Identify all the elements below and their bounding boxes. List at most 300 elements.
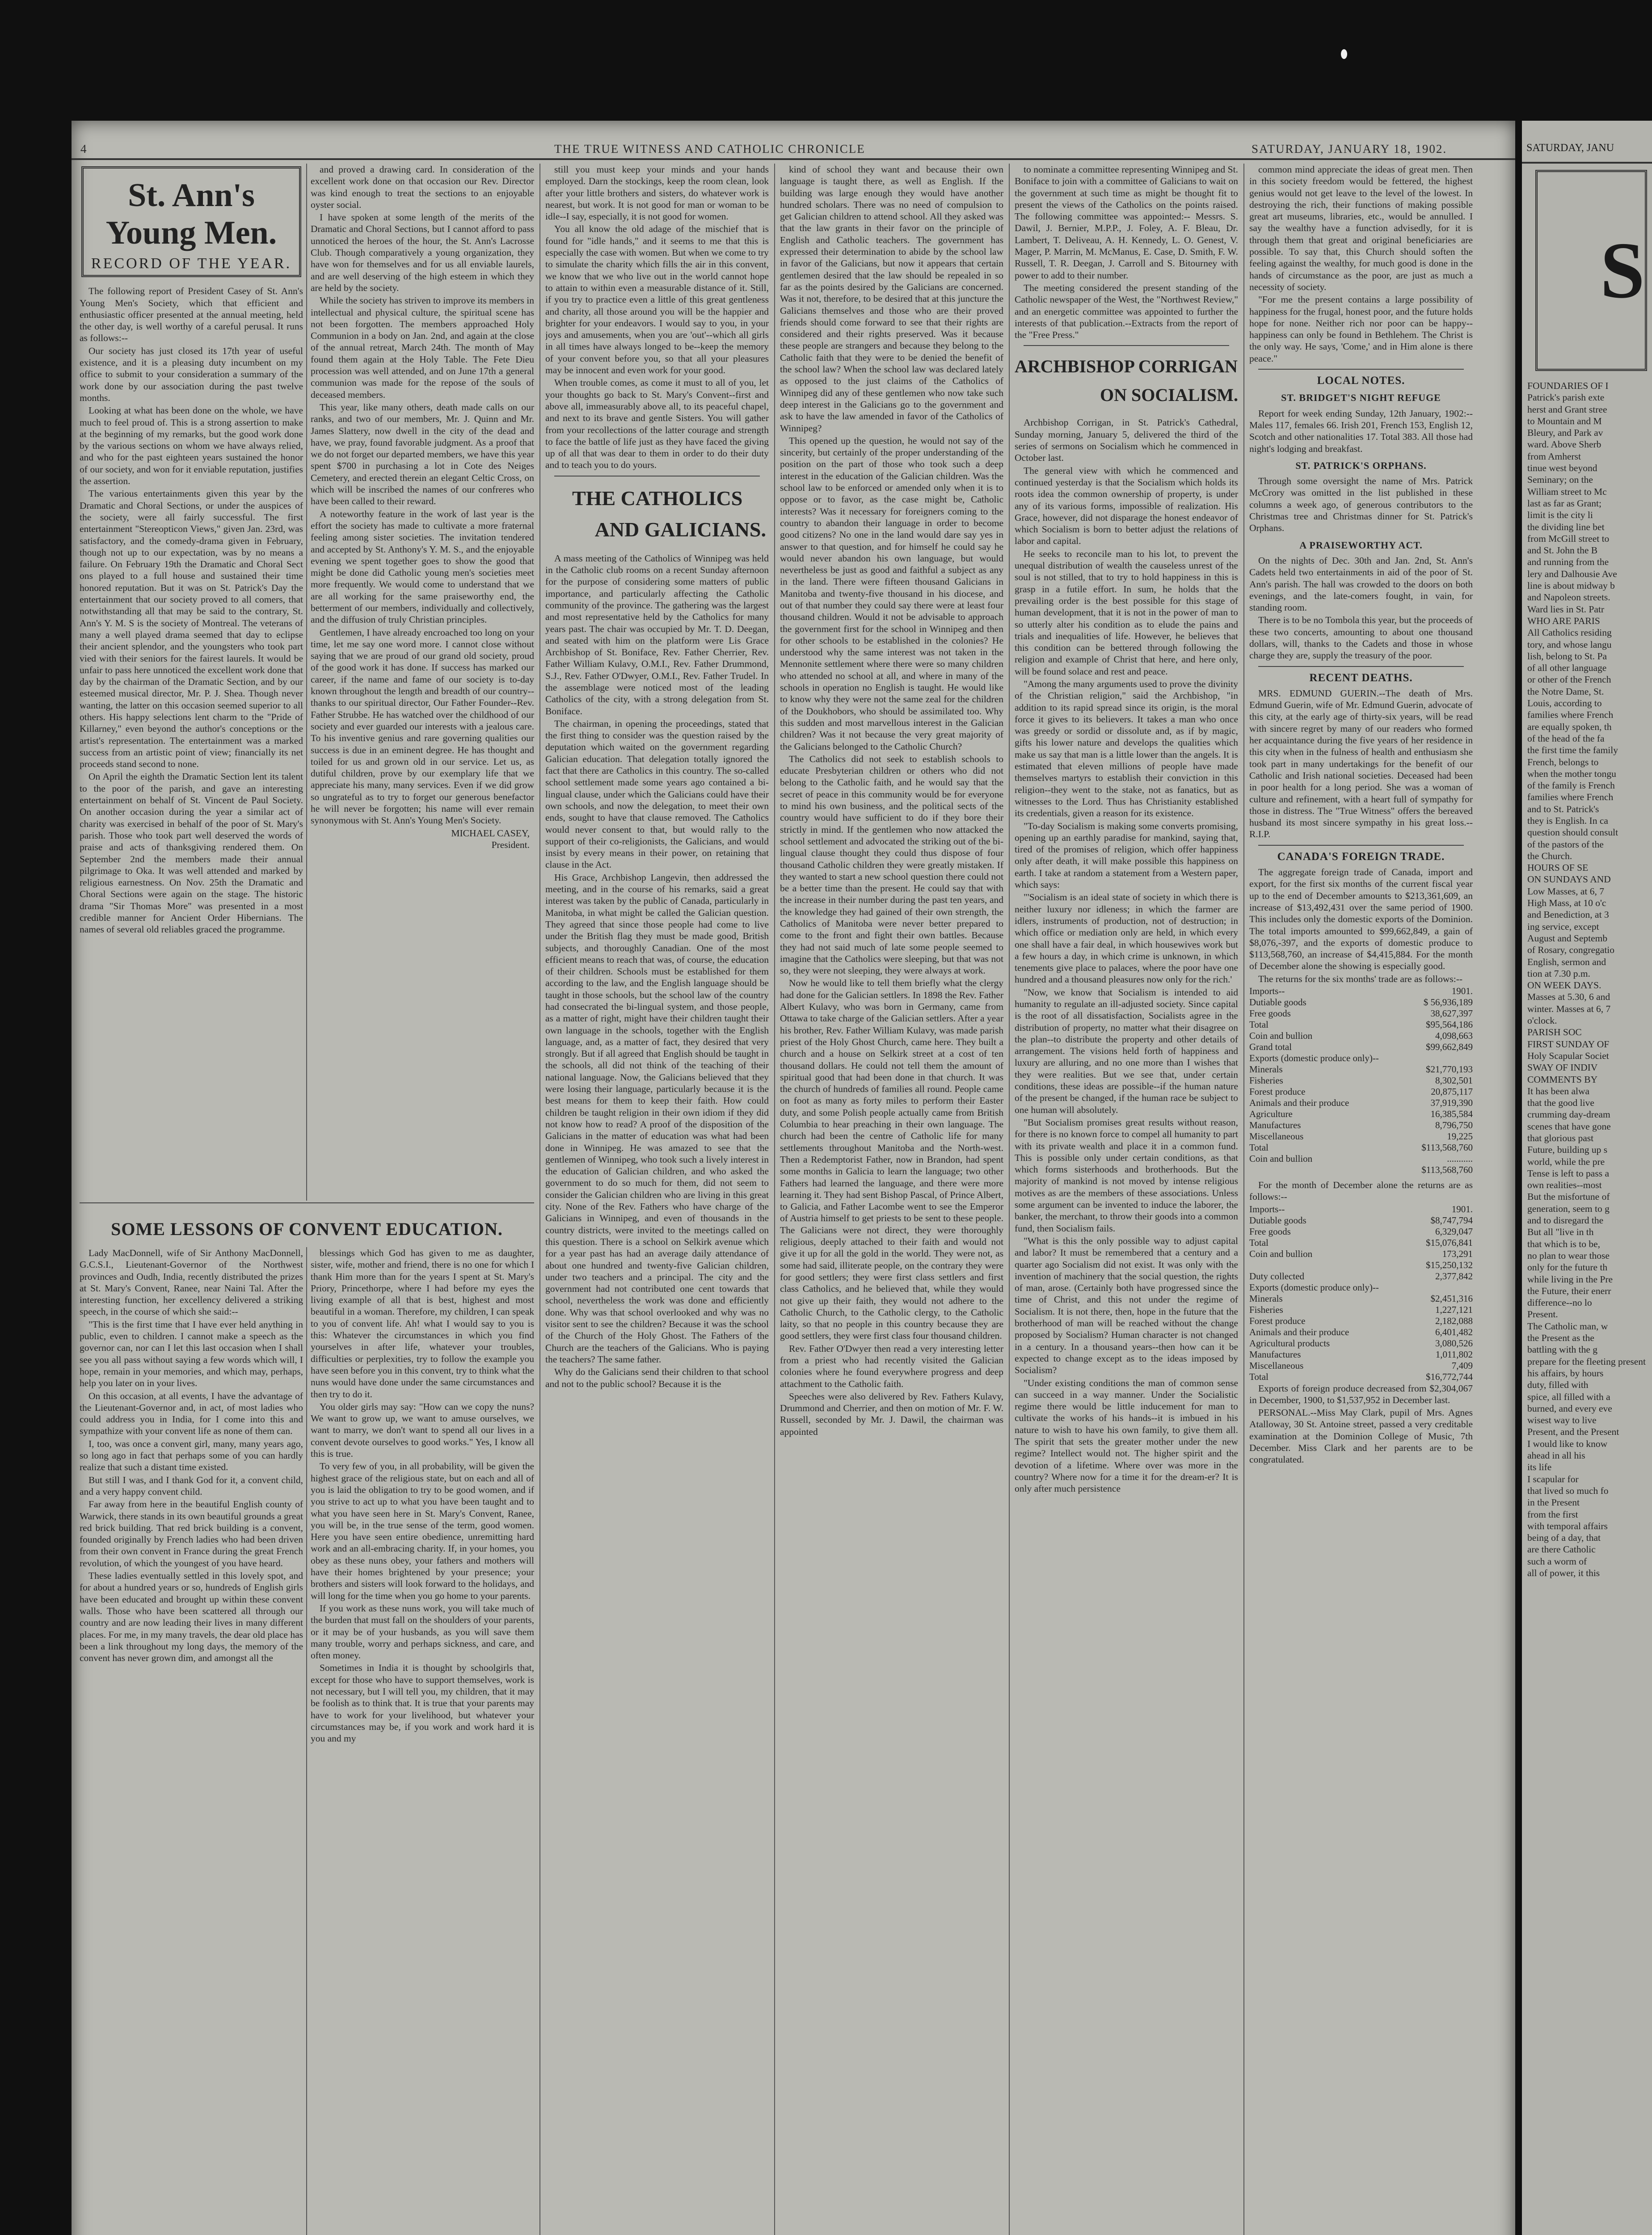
recent-deaths-heading: RECENT DEATHS. bbox=[1309, 671, 1413, 684]
article-paragraph: and proved a drawing card. In consideration of the excellent work done on that occasion our Rev. Director was kind enough to treat the sections to an enjoyable oyster social. bbox=[311, 164, 534, 210]
table-cell: $95,564,186 bbox=[1426, 1019, 1473, 1030]
table-cell: Manufactures bbox=[1249, 1120, 1301, 1130]
next-page-line: High Mass, at 10 o'c bbox=[1527, 898, 1606, 909]
article-paragraph: When trouble comes, as come it must to all of you, let your thoughts go back to St. Mary's Convent--first and above all, immeasurably above all, to its peaceful chapel, and next to its brave and gentle Sisters. You will gather from your recollections of the latter courage and strength to face the battle of life just as they have faced the giving up of all that was dear to them in order to do their duty and to teach you to do yours. bbox=[545, 377, 769, 471]
article-paragraph: Our society has just closed its 17th year of useful existence, and it is a pleasing duty incumbent on my office to submit to your consideration a summary of the work done by our association during the past twelve months. bbox=[80, 345, 303, 403]
table-cell: 1901. bbox=[1451, 1203, 1473, 1214]
table-cell: $16,772,744 bbox=[1426, 1371, 1473, 1382]
section-heading-corrigan bbox=[1015, 352, 1238, 409]
article-paragraph: You all know the old adage of the mischief that is found for "idle hands," and it seems to me that this is especially the case with women. But when we come to try to simulate the charity which fills the air in this convent, we know that we who live out in the world cannot hope to attain to within even a measurable distance of it. Still, if you try to practice even a little of this great gentleness and charity, all those around you will be the happier and brighter for your endeavors. I would say to you, in your joys and amusements, when you are 'out'--which all girls in all times have always longed to be--keep the memory of your convent before you, so that all your pleasures may be innocent and even work for your good. bbox=[545, 224, 769, 376]
table-cell: $8,747,794 bbox=[1430, 1214, 1473, 1226]
next-page-line: when the mother tongu bbox=[1527, 768, 1616, 779]
article-paragraph: Lady MacDonnell, wife of Sir Anthony MacDonnell, G.C.S.I., Lieutenant-Governor of the Northwest provinces and Oudh, India, recently distributed the prizes at St. Mary's Convent, Ranee, near Naini Tal. After the interesting function, her excellency delivered a striking speech, in the course of which she said:-- bbox=[80, 1248, 303, 1317]
next-page-line: from Amherst bbox=[1527, 451, 1581, 462]
next-page-line: crumming day-dream bbox=[1527, 1109, 1610, 1120]
next-page-line: August and Septemb bbox=[1527, 932, 1608, 944]
table-row bbox=[1249, 1097, 1473, 1109]
column-3 bbox=[545, 164, 769, 2235]
table-row bbox=[1249, 1360, 1473, 1371]
next-page-line: the dividing line bet bbox=[1527, 521, 1605, 532]
next-page-line: or other of the French bbox=[1527, 674, 1611, 685]
next-page-line: that glorious past bbox=[1527, 1133, 1594, 1143]
article-paragraph: These ladies eventually settled in this lovely spot, and for about a hundred years or so, hundreds of English girls have been educated and brought up within these convent walls. Those who have been scattered all through our country and are now leading their lives in many different places. For me, in my many travels, the dear old place has been a link throughout my long days, the memory of the convent has never grown dim, and amongst all the bbox=[80, 1570, 303, 1664]
table-cell: 7,409 bbox=[1451, 1360, 1473, 1371]
header-rule bbox=[1522, 162, 1652, 164]
next-page-line: I would like to know bbox=[1527, 1438, 1608, 1449]
table-row bbox=[1249, 1008, 1473, 1019]
next-page-header: SATURDAY, JANU bbox=[1526, 142, 1614, 154]
table-row bbox=[1249, 1248, 1473, 1260]
next-page-line: to Mountain and M bbox=[1527, 415, 1602, 426]
next-page-line: such a worm of bbox=[1527, 1556, 1587, 1567]
signature-title: President. bbox=[491, 839, 530, 850]
table-cell: ........... bbox=[1447, 1153, 1473, 1164]
article-paragraph: The chairman, in opening the proceedings, stated that the first thing to consider was the question raised by the deputation which waited on the government regarding Galician education. That delegation totally ignored the fact that there are Catholics in this country. The so-called school settlement made some years ago contained a bi-lingual clause, under which the Galicians could have their own schools, and now the delegation, to meet their own ends, sought to have that clause removed. The Catholics would never consent to that, but would rally to the support of their co-religionists, the Galicians, and would insist by every means in their power, on retaining that clause in the Act. bbox=[545, 718, 769, 870]
table-cell: Free goods bbox=[1249, 1008, 1291, 1019]
table-cell: Grand total bbox=[1249, 1042, 1292, 1052]
article-paragraph: to nominate a committee representing Winnipeg and St. Boniface to join with a committee of Galicians to wait on the government at such time as might be thought fit to present the views of the Catholics on the points raised. The following committee was appointed:-- Messrs. S. Dawil, J. Bernier, M.P.P., J. Foley, A. F. Bleau, Dr. Lambert, T. Deliveau, A. H. Kennedy, L. O. Genest, V. Mager, P. Marrin, M. McManus, E. Case, D. Smith, F. W. Russell, T. R. Deegan, J. Carroll and S. Bitourney with power to add to their number. bbox=[1015, 164, 1238, 281]
orphans-note: Through some oversight the name of Mrs. Patrick McCrory was omitted in the list published in these columns a week ago, of generous contributors to the Christmas tree and Christmas dinner for St. Patrick's Orphans. bbox=[1249, 476, 1473, 534]
article-paragraph: Sometimes in India it is thought by schoolgirls that, except for those who have to support themselves, work is not necessary, but I will tell you, my children, that it may be foolish as to think that. It is true that your parents may have to work for your livelihood, but whatever your circumstances may be, if you work and work hard it is you and my bbox=[311, 1662, 534, 1744]
article-paragraph: Now he would like to tell them briefly what the clergy had done for the Galician settlers. In 1898 the Rev. Father Albert Kulavy, who was born in Germany, came from Ottawa to take charge of the Galician settlers. After a year his brother, Rev. Father William Kulavy, was made parish priest of the Holy Ghost Church, came here. They built a church and a house on Selkirk street at a cost of ten thousand dollars. He could not tell them the amount of spiritual good that had been done in that church. It was the church of hundreds of families all round. People came on foot as many as forty miles to perform their Easter duty, and some Polish people actually came from British Columbia to hear preaching in their own language. The church had been the centre of Catholic life for many settlements throughout Manitoba and the North-west. Then a Redemptorist Father, now in Brandon, had spent some months in Galicia to learn the language; two other Fathers had learned the language, and there were more learning it. They had sent Bishop Pascal, of Prince Albert, to Galicia, and Father Lacombe went to see the Emperor of Austria himself to get priests to be sent to these people. The Galicians were not direct, they were thoroughly religious, deeply attached to their faith and would not give it up for all the gold in the world. They were not, as some had said, illiterate people, on the contrary they were for good settlers; they were first class settlers and first class Catholics, and he believed that, while they would not give up their faith, they would not adhere to the Catholic Church, to the Catholic clergy, to the Catholic laity, so that no people in this country because they are good settlers, they were first class four thousand children. bbox=[780, 978, 1003, 1341]
next-page-line: generation, seem to g bbox=[1527, 1203, 1610, 1214]
table-cell: 1901. bbox=[1451, 986, 1473, 996]
next-page-line: families where French bbox=[1527, 709, 1614, 721]
table-row bbox=[1249, 1164, 1473, 1176]
next-page-line: tory, and whose langu bbox=[1527, 639, 1612, 650]
next-page-line: ON SUNDAYS AND bbox=[1527, 874, 1611, 885]
section-divider bbox=[1258, 666, 1464, 667]
article-paragraph: "Among the many arguments used to prove the divinity of the Christian religion," said the Archbishop, "in addition to its rapid spread since its origin, is the moral force it gives to its believers. It takes a man who once was greedy or sordid or dissolute and, as if by magic, gifts his lower nature and develops the qualities which make us say that man is a little lower than the angels. It is estimated that eleven millions of people have made themselves martyrs to establish their conviction in this religion--they went to the stake, not as fanatics, but as witnesses to the Lord. Thus has Christianity established its credentials, given a reason for its existence. bbox=[1015, 678, 1238, 819]
table-row bbox=[1249, 1316, 1473, 1327]
article-paragraph: This year, like many others, death made calls on our ranks, and two of our members, Mr. J. Quinn and Mr. James Slattery, now dwell in the city of the dead and have, we pray, found favorable judgment. As a proof that we do not forget our departed members, we have this year spent $700 in purchasing a lot in Cote des Neiges Cemetery, and erected therein an elegant Celtic Cross, on which will be inscribed the names of our confreres who have been called to their reward. bbox=[311, 401, 534, 507]
returns-intro: The returns for the six months' trade are as follows:-- bbox=[1258, 973, 1463, 984]
next-page-line: scenes that have gone bbox=[1527, 1121, 1611, 1132]
next-page-line: ON WEEK DAYS. bbox=[1527, 980, 1601, 991]
next-page-line: I scapular for bbox=[1527, 1473, 1579, 1484]
table-cell: 8,796,750 bbox=[1435, 1120, 1473, 1130]
table-cell: Minerals bbox=[1249, 1293, 1283, 1304]
next-page-line: while living in the Pre bbox=[1527, 1274, 1613, 1285]
night-refuge-report: Report for week ending Sunday, 12th January, 1902:--Males 117, females 66. Irish 201, French 153, English 12, Scotch and other nationalities 17. Total 383. All those had night's lodging and breakfast. bbox=[1249, 408, 1473, 454]
next-page-line: all of power, it this bbox=[1527, 1567, 1600, 1578]
table-row bbox=[1249, 1327, 1473, 1338]
table-cell: Animals and their produce bbox=[1249, 1326, 1349, 1337]
next-page-line: and to disregard the bbox=[1527, 1215, 1604, 1226]
section-divider bbox=[1258, 369, 1464, 370]
newspaper-page bbox=[72, 121, 1515, 2235]
next-page-line: the Present as the bbox=[1527, 1333, 1594, 1344]
next-page-line: from the first bbox=[1527, 1509, 1578, 1520]
article-paragraph: I, too, was once a convent girl, many, many years ago, so long ago in fact that perhaps some of you can hardly realize that such a distant time existed. bbox=[80, 1438, 303, 1473]
article-paragraph: You older girls may say: "How can we copy the nuns? We want to grow up, we want to amuse ourselves, we want to marry, we don't want to spend all our lives in a convent devote ourselves to good works." Yes, I know all this is true. bbox=[311, 1401, 534, 1459]
article-paragraph: On this occasion, at all events, I have the advantage of the Lieutenant-Governor and, in act, of most ladies who could address you in India, for I come into this and sympathize with your convent life as none of them can. bbox=[80, 1390, 303, 1437]
next-page-line: the first time the family bbox=[1527, 745, 1618, 756]
next-page-line: of the head of the fa bbox=[1527, 733, 1605, 744]
next-page-line: difference--no lo bbox=[1527, 1297, 1592, 1308]
next-page-box-heading: S bbox=[1535, 170, 1647, 371]
issue-date: SATURDAY, JANUARY 18, 1902. bbox=[1252, 142, 1447, 156]
next-page-line: tion at 7.30 p.m. bbox=[1527, 968, 1590, 979]
next-page-line: But all "live in th bbox=[1527, 1227, 1594, 1238]
closing-note: Exports of foreign produce decreased from $2,304,067 in December, 1900, to $1,537,952 in December last. bbox=[1249, 1383, 1473, 1405]
table-row bbox=[1249, 1109, 1473, 1120]
next-page-line: its life bbox=[1527, 1462, 1552, 1473]
article-paragraph: He seeks to reconcile man to his lot, to prevent the unequal distribution of wealth the causeless unrest of the soul is not stilled, that to try to hold happiness in this is grasp in a futile effort. In sum, he holds that the prevailing order is the best possible for this stage of human development, that it is not in the power of man to so utterly alter his condition as to elude the pains and trials and inequalities of life. However, he believes that this condition can be bettered through following the religion and example of Christ that here, and here only, will be found solace and rest and peace. bbox=[1015, 548, 1238, 677]
table-row bbox=[1249, 1019, 1473, 1030]
article-paragraph: Rev. Father O'Dwyer then read a very interesting letter from a priest who had recently visited the Galician colonies where he found everywhere progress and deep attachment to the Catholic faith. bbox=[780, 1343, 1003, 1389]
next-page-line: ahead in all his bbox=[1527, 1450, 1585, 1461]
next-page-line: only for the future th bbox=[1527, 1262, 1608, 1273]
personal-note: PERSONAL.--Miss May Clark, pupil of Mrs. Agnes Atalloway, 30 St. Antoine street, passed a very creditable examination at the Dominion College of Music, 7th December. Miss Clark and her parents are to be congratulated. bbox=[1249, 1407, 1473, 1465]
table-cell: Forest produce bbox=[1249, 1315, 1306, 1326]
table-cell: Fisheries bbox=[1249, 1304, 1283, 1315]
table-row bbox=[1249, 1226, 1473, 1237]
table-cell: Total bbox=[1249, 1142, 1268, 1153]
article-paragraph: The Catholics did not seek to establish schools to educate Presbyterian children or others who did not belong to the Catholic faith, and he would say that the secret of peace in this community would be for everyone to mind his own business, and the political sects of the country would have sufficient to do if they bore their strictly in mind. If the gentlemen who now attacked the school settlement and advocated the striking out of the bi-lingual clause thought they could thus dispose of four thousand Catholic children they were greatly mistaken. If they wanted to start a new school question there could not be a better time than the present. He could say that with the increase in their number during the past ten years, and the knowledge they had gained of their own strength, the Catholics of Manitoba were never better prepared to come to the front and fight their own battles. Because they had not said much of late some people seemed to imagine that the Catholics were sleeping, but that was not so, they were not sleeping, they were always at work. bbox=[780, 753, 1003, 976]
next-page-line: and to St. Patrick's bbox=[1527, 803, 1599, 814]
article-paragraph: A noteworthy feature in the work of last year is the effort the society has made to cultivate a more fraternal feeling among sister societies. The invitation tendered and accepted by St. Anthony's Y. M. S., and the enjoyable evening we spent together goes to show the good that might be done did Catholic young men's societies meet more frequently. We would come to understand that we are all working for the same praiseworthy end, the betterment of our members, individually and collectively, and the diffusion of truly Christian principles. bbox=[311, 508, 534, 625]
table-cell: Forest produce bbox=[1249, 1086, 1306, 1097]
article-paragraph: common mind appreciate the ideas of great men. Then in this society freedom would be fettered, the highest genius would not get leave to the level of the lowest. In destroying the rich, their functions of making possible great art museums, libraries, etc., would be annulled. I say the wealthy have a function advisedly, for it is through them that great and original beneficiaries are possible. To say that, this Church should soften the feeling against the wealthy, for much good is done in the hands of circumstance as the poor, are just as much a necessity of society. bbox=[1249, 164, 1473, 292]
next-page-line: spice, all filled with a bbox=[1527, 1391, 1610, 1402]
table-cell: Coin and bullion bbox=[1249, 1153, 1313, 1164]
table-cell: 2,377,842 bbox=[1435, 1270, 1473, 1282]
table-cell: 6,401,482 bbox=[1435, 1326, 1473, 1337]
table-cell: Animals and their produce bbox=[1249, 1097, 1349, 1108]
table-row bbox=[1249, 1338, 1473, 1349]
next-page-line: battling with the g bbox=[1527, 1344, 1598, 1355]
table-row bbox=[1249, 1271, 1473, 1282]
column-rule bbox=[1243, 164, 1244, 2235]
table-row bbox=[1249, 1142, 1473, 1153]
table-cell: 173,291 bbox=[1442, 1248, 1473, 1259]
next-page-line: that which is to be, bbox=[1527, 1238, 1601, 1249]
article-paragraph: His Grace, Archbishop Langevin, then addressed the meeting, and in the course of his remarks, said a great interest was taken by the public of Canada, particularly in Manitoba, in what might be called the Galician question. They agreed that since those people had come to live under the British flag they must be made good, British subjects, and thoroughly Canadian. One of the most efficient means to reach that was, of course, the education of their children. Schools must be established for them according to the law, and the English language should be taught in those schools, but the school law of the country had consecrated the bi-lingual system, and those people, as a matter of right, might have their children taught their own language in the schools, together with the English language, and, as a matter of fact, they desired that very strongly. But if all agreed that English should be taught in the schools, all did not think of the teaching of their national language. Now, the Galicians believed that they were losing their language, particularly because it is the best means for them to keep their faith. How could children be taught religion in their own idiom if they did not know how to read? A proof of the disposition of the Galicians in the matter of education was what had been done in Winnipeg. He was amazed to see that the gentlemen of Winnipeg, who took such a lively interest in the education of Galician children, and who asked the government to do so much for them, did not seem to consider the Galician children who are living in this great city. None of the Rev. Fathers who have charge of the Galicians in Winnipeg, and even of thousands in the country districts, were invited to the meetings called on this question. There is a school on Selkirk avenue which for a year past has had an average daily attendance of about one hundred and twenty-five Galician children, under two teachers and a principal. The city and the government had not contributed one cent towards that school, nevertheless the work was done and efficiently done. Why was that school overlooked and why was no visitor sent to see the children? Because it was the school of the Church of the Holy Ghost. The Fathers of the Church are the teachers of the Galicians. Who is paying the teachers? The same father. bbox=[545, 872, 769, 1365]
table-cell: 20,875,117 bbox=[1431, 1086, 1473, 1097]
column-rule bbox=[539, 164, 540, 2235]
next-page-line: they is English. In ca bbox=[1527, 815, 1608, 826]
box-heading-st-anns bbox=[81, 166, 301, 277]
article-paragraph: On April the eighth the Dramatic Section lent its talent to the poor of the parish, and gave an interesting entertainment on behalf of St. Vincent de Paul Society. On another occasion during the year a similar act of charity was exercised in behalf of the poor of St. Mary's parish. Those who took part well deserved the words of praise and acts of thanksgiving rendered them. On September 2nd the members made their annual pilgrimage to Oka. It was well attended and marked by religious earnestness. On Nov. 25th the Dramatic and Choral Sections were again on the stage. The historic drama "Sir Thomas More" was presented in a most credible manner for Ancient Order Hibernians. The names of several old reliables graced the programme. bbox=[80, 771, 303, 935]
table-row bbox=[1249, 1153, 1473, 1164]
december-intro: For the month of December alone the returns are as follows:-- bbox=[1249, 1180, 1473, 1202]
article-paragraph: "Under existing conditions the man of common sense can succeed in a way manner. Under the Socialistic regime there would be little inducement for man to cultivate the works of his hands--it is imbued in his nature to wish to have his own family, to give them all. The spirit that sets the greater mother under the new regime? Intellect would not. The higher spirit and the devotion of a lifetime. Where over was more in the country? Where now for a time it for the dream-er? It is only after much persistence bbox=[1015, 1377, 1238, 1494]
next-page-line: lery and Dalhousie Ave bbox=[1527, 568, 1617, 579]
orphans-heading: ST. PATRICK'S ORPHANS. bbox=[1295, 460, 1427, 471]
scan-speck bbox=[1341, 49, 1347, 59]
column-rule bbox=[306, 1247, 307, 2235]
table-row bbox=[1249, 1120, 1473, 1131]
next-page-line: prepare for the fleeting present bbox=[1527, 1356, 1646, 1367]
table-cell: Exports (domestic produce only)-- bbox=[1249, 1282, 1379, 1293]
night-refuge-heading: ST. BRIDGET'S NIGHT REFUGE bbox=[1281, 392, 1441, 404]
next-page-line: Bleury, and Park av bbox=[1527, 427, 1603, 439]
next-page-line: world, while the pre bbox=[1527, 1156, 1605, 1167]
table-cell: 37,919,390 bbox=[1430, 1097, 1473, 1108]
next-page-line: from McGill street to bbox=[1527, 533, 1610, 544]
table-cell: $21,770,193 bbox=[1426, 1064, 1473, 1075]
table-cell: $15,250,132 bbox=[1426, 1259, 1473, 1270]
next-page-line: French, belongs to bbox=[1527, 756, 1599, 767]
heading-line-2: AND GALICIANS. bbox=[594, 518, 766, 541]
column-2-lower bbox=[311, 1247, 534, 2235]
article-paragraph: But still I was, and I thank God for it, a convent child, and a very happy convent child. bbox=[80, 1474, 303, 1497]
table-cell: 6,329,047 bbox=[1435, 1226, 1473, 1237]
column-2 bbox=[311, 164, 534, 1196]
next-page-line: of the family is French bbox=[1527, 780, 1615, 791]
table-row bbox=[1249, 1260, 1473, 1271]
next-page-line: COMMENTS BY bbox=[1527, 1074, 1598, 1085]
next-page-line: own realities--most bbox=[1527, 1180, 1602, 1191]
section-heading-convent: SOME LESSONS OF CONVENT EDUCATION. bbox=[111, 1219, 503, 1239]
next-page-line: But the misfortune of bbox=[1527, 1191, 1610, 1202]
local-notes-heading: LOCAL NOTES. bbox=[1317, 375, 1405, 387]
article-paragraph: If you work as these nuns work, you will take much of the burden that must fall on the shoulders of your parents, or it may be of your husbands, as you will save them many trouble, worry and perhaps sickness, and care, and often money. bbox=[311, 1602, 534, 1661]
table-cell bbox=[1413, 1282, 1473, 1293]
next-page-line: ing service, except bbox=[1527, 921, 1599, 932]
praiseworthy-act-heading: A PRAISEWORTHY ACT. bbox=[1299, 539, 1423, 551]
next-page-line: Future, building up s bbox=[1527, 1144, 1608, 1155]
next-page-line: question should consult bbox=[1527, 827, 1618, 838]
article-paragraph: This opened up the question, he would not say of the sincerity, but certainly of the proper understanding of the position on the part of those who took such a deep interest in the education of the Galician children. Was the school law to be enforced or amended only when it is to oppose or to favor, as the case might be, Catholic interests? Was it necessary for foreigners coming to the country to abandon their language in order to become good citizens? No one in the land would dare say yes in answer to that question, and for himself he could say he would never abandon his own language, but would nevertheless be just as good and faithful a subject as any in the land. There were fifteen thousand Galicians in Manitoba and twenty-five thousand in his diocese, and out of that number they could say there were at least four thousand children. Would it not be advisable to approach the government first for the school in Winnipeg and then for other schools to be established in the colonies? He understood why the same interest was not taken in the Mennonite settlement where there were so many children who attended no school at all, and where in many of the schools in operation no English is taught. He would like to know why they were not the same zeal for the children of the Doukhobors, who should be assimilated too. Why this sudden and most marvellous interest in the Galician children? Was it not because the very great majority of the Galicians belonged to the Catholic Church? bbox=[780, 435, 1003, 752]
next-page-line: FOUNDARIES OF I bbox=[1527, 380, 1609, 391]
next-page-line: the Future, their enerr bbox=[1527, 1285, 1611, 1296]
next-page-line: and running from the bbox=[1527, 557, 1609, 568]
table-cell bbox=[1249, 1164, 1409, 1176]
next-page-line: the Church. bbox=[1527, 850, 1572, 861]
next-page-line: of all other language bbox=[1527, 662, 1607, 674]
table-cell: Coin and bullion bbox=[1249, 1248, 1313, 1259]
six-month-trade-rows bbox=[1249, 997, 1473, 1176]
table-row bbox=[1249, 1349, 1473, 1360]
article-paragraph: To very few of you, in all probability, will be given the highest grace of the religious state, but on each and all of you is laid the obligation to try to be good women, and if you strive to act up to what you have been taught and to what you have seen here in St. Mary's Convent, Ranee, you will be, in the true sense of the term, good women. Here you have seen entire obedience, unremitting hard work and an all-embracing charity. If, in your homes, you obey as these nuns obey, your fathers and mothers will have their homes brightened by your presence; your brothers and sisters will look forward to the holidays, and will long for the time when you go home to your parents. bbox=[311, 1461, 534, 1601]
article-paragraph: "'Socialism is an ideal state of society in which there is neither luxury nor idleness; in which the farmer are idlers, instruments of production, not of destruction; in which office or mediation only are held, in which every one shall have a fair deal, in which housewives work but a few hours a day, in which crime is unknown, in which tenements give place to palaces, where the poor have one hundred and a thousand pleasures now only for the rich.' bbox=[1015, 892, 1238, 985]
table-cell: 38,627,397 bbox=[1430, 1008, 1473, 1019]
next-page-line: William street to Mc bbox=[1527, 486, 1607, 497]
next-page-line: line is about midway b bbox=[1527, 580, 1615, 591]
table-row bbox=[1249, 997, 1473, 1008]
next-page-line: wisest way to live bbox=[1527, 1415, 1597, 1426]
article-paragraph: kind of school they want and because their own language is taught there, as well as English. If the building was large enough they would have another hundred scholars. There was no need of compulsion to get Galician children to attend school. All they asked was that the law grants in their favor on the principle of English and Catholic teachers. The government has expressed their determination to abide by the school law in favor of the Galicians, but now it appears that certain gentlemen desired that the law should be repealed in so far as the points desired by the Galicians are concerned. Was it not, therefore, to be desired that at this juncture the Galicians themselves and those who are their proved friends should come forward to see that their rights are considered and their rights preserved. Was it because these people are strangers and because they belong to the Catholic faith that they were to be denied the benefit of the school law? When the school law was declared lately as opposed to the just claims of the Catholics of Winnipeg did any of these gentlemen who now take such deep interest in the Galicians go to the government and ask to have the law amended in favor of the Catholics of Winnipeg? bbox=[780, 164, 1003, 434]
section-divider bbox=[1024, 345, 1229, 346]
foreign-trade-heading: CANADA'S FOREIGN TRADE. bbox=[1277, 850, 1445, 863]
next-page-line: winter. Masses at 6, 7 bbox=[1527, 1003, 1611, 1014]
next-page-line: of the pastors of the bbox=[1527, 839, 1604, 850]
table-row bbox=[1249, 1304, 1473, 1316]
section-heading-galicians bbox=[545, 483, 769, 545]
article-paragraph: I have spoken at some length of the merits of the Dramatic and Choral Sections, but I cannot afford to pass unnoticed the heroes of the hour, the St. Ann's Lacrosse Club. Though comparatively a young organization, they have won for themselves and for us all enviable laurels, and are well deserving of the high esteem in which they are held by the society. bbox=[311, 212, 534, 293]
column-rule bbox=[774, 164, 775, 2235]
column-rule bbox=[1009, 164, 1010, 2235]
next-page-line: are equally spoken, th bbox=[1527, 721, 1612, 732]
table-cell: Agriculture bbox=[1249, 1109, 1293, 1119]
next-page-line: and Benediction, at 3 bbox=[1527, 909, 1609, 920]
heading-line-1: ARCHBISHOP CORRIGAN bbox=[1015, 356, 1238, 377]
next-page-line: in the Present bbox=[1527, 1497, 1580, 1508]
table-cell: Total bbox=[1249, 1371, 1268, 1382]
section-divider bbox=[554, 476, 760, 477]
next-page-line: All Catholics residing bbox=[1527, 627, 1612, 638]
table-cell bbox=[1249, 1260, 1413, 1271]
table-cell: 8,302,501 bbox=[1435, 1075, 1473, 1086]
article-paragraph: "What is this the only possible way to adjust capital and labor? It must be remembered that a century and a quarter ago Socialism did not exist. It was only with the invention of machinery that the social question, the rights of man, arose. (Certainly both have progressed since the time of Christ, and this not under the regime of Socialism. It is not there, then, hope in the future that the brotherhood of man will be reached without the change proposed by Socialism? Human character is not changed in a century. In a thousand years--then how can it be expected to change except as to the ideas imposed by Socialism? bbox=[1015, 1235, 1238, 1376]
column-5 bbox=[1015, 164, 1238, 2235]
next-page-line: Seminary; on the bbox=[1527, 474, 1593, 485]
next-page-line: being of a day, that bbox=[1527, 1532, 1601, 1543]
table-row bbox=[1249, 1237, 1473, 1248]
table-cell: Coin and bullion bbox=[1249, 1030, 1313, 1041]
next-page-line: Louis, according to bbox=[1527, 698, 1602, 709]
table-cell: Duty collected bbox=[1249, 1270, 1305, 1282]
article-paragraph: Why do the Galicians send their children to that school and not to the public school? Because it is the bbox=[545, 1366, 769, 1389]
table-cell: $113,568,760 bbox=[1421, 1164, 1473, 1175]
page-number: 4 bbox=[80, 142, 88, 156]
next-page-line: PARISH SOC bbox=[1527, 1027, 1582, 1038]
next-page-line: and Napoleon streets. bbox=[1527, 592, 1610, 603]
table-cell: 1,011,802 bbox=[1435, 1349, 1473, 1360]
next-page-line: FIRST SUNDAY OF bbox=[1527, 1038, 1610, 1050]
table-row bbox=[1249, 1042, 1473, 1053]
next-page-line: the Notre Dame, St. bbox=[1527, 686, 1604, 697]
article-paragraph: Speeches were also delivered by Rev. Fathers Kulavy, Drummond and Cherrier, and then on motion of Mr. F. W. Russell, seconded by Mr. J. Dawil, the chairman was appointed bbox=[780, 1391, 1003, 1437]
table-row bbox=[1249, 1215, 1473, 1226]
six-month-trade-table bbox=[1249, 986, 1473, 997]
next-page-edge bbox=[1522, 121, 1652, 2235]
foreign-trade-text: The aggregate foreign trade of Canada, import and export, for the first six months of the current fiscal year up to the end of December amounts to $213,361,609, an increase of $13,492,431 over the same period of 1900. This includes only the domestic exports of the Dominion. The total imports amounted to $99,662,849, a gain of $8,076,-397, and the exports of domestic produce to $113,568,760, an increase of $4,415,884. For the month of December alone the showing is especially good. bbox=[1249, 867, 1473, 972]
next-page-line: Present. bbox=[1527, 1309, 1558, 1320]
heading-line-2: ON SOCIALISM. bbox=[1100, 385, 1238, 405]
table-cell: 2,182,088 bbox=[1435, 1315, 1473, 1326]
article-paragraph: The general view with which he commenced and continued yesterday is that the Socialism which holds its roots idea the common ownership of property, is under any of its various forms, impossible of realization. His Grace, however, did not disparage the honest endeavor of which Socialism is born to better adjust the relations of labor and capital. bbox=[1015, 465, 1238, 547]
next-page-line: o'clock. bbox=[1527, 1015, 1557, 1026]
table-cell: 1,227,121 bbox=[1435, 1304, 1473, 1315]
table-row bbox=[1249, 1204, 1473, 1215]
next-page-line: SWAY OF INDIV bbox=[1527, 1062, 1598, 1073]
paper-title: THE TRUE WITNESS AND CATHOLIC CHRONICLE bbox=[554, 142, 865, 156]
table-cell: Miscellaneous bbox=[1249, 1360, 1304, 1371]
column-6 bbox=[1249, 164, 1473, 2235]
table-row bbox=[1249, 1030, 1473, 1042]
next-page-line: The Catholic man, w bbox=[1527, 1320, 1608, 1332]
article-paragraph: still you must keep your minds and your hands employed. Darn the stockings, keep the room clean, look after your little brothers and sisters, do whatever work is nearest, but work. It is not good for man or woman to be idle--I say, especially, it is not good for women. bbox=[545, 164, 769, 222]
article-paragraph: "This is the first time that I have ever held anything in public, even to children. I cannot make a speech as the governor can, nor can I let this last occasion when I shall see you all pass without saying a few words which will, I hope, remain in your memories, and which may, perhaps, help you later on in your lives. bbox=[80, 1319, 303, 1389]
table-cell bbox=[1409, 1053, 1473, 1064]
column-1-lower bbox=[80, 1247, 303, 2235]
next-page-line: of Rosary, congregatio bbox=[1527, 945, 1615, 956]
table-cell: Miscellaneous bbox=[1249, 1131, 1304, 1142]
next-page-line: burned, and every eve bbox=[1527, 1403, 1612, 1414]
article-paragraph: "To-day Socialism is making some converts promising, opening up an earthly paradise for mankind, saying that, tired of the promises of religion, which offer happiness only after death, it will make possible this happiness on earth. I take at random a statement from a Western paper, which says: bbox=[1015, 820, 1238, 890]
next-page-line: and St. John the B bbox=[1527, 545, 1598, 556]
table-cell: $99,662,849 bbox=[1426, 1042, 1473, 1052]
column-4 bbox=[780, 164, 1003, 2235]
table-cell: 4,098,663 bbox=[1435, 1030, 1473, 1041]
article-paragraph: Archbishop Corrigan, in St. Patrick's Cathedral, Sunday morning, January 5, delivered the third of the series of sermons on Socialism which he commenced in October last. bbox=[1015, 417, 1238, 464]
section-divider bbox=[1258, 845, 1464, 846]
next-page-line: Ward lies in St. Patr bbox=[1527, 603, 1605, 615]
page-header bbox=[72, 140, 1515, 160]
next-page-line: families where French bbox=[1527, 792, 1614, 803]
next-page-line: English, sermon and bbox=[1527, 956, 1606, 967]
heading-line-1: THE CATHOLICS bbox=[572, 486, 743, 510]
article-paragraph: blessings which God has given to me as daughter, sister, wife, mother and friend, there is no one for which I thank Him more than for the years I spent at St. Mary's Priory, Princethorpe, where I had before my eyes the living example of all that is best, highest and most beautiful in a woman. Therefore, my children, I can speak to you of convent life. Ah! what I would say to you is this: Whatever the circumstances in which you find yourselves in after life, whatever your troubles, difficulties or perplexities, try to follow the example you have seen before you in this convent, try to think what the nuns would have done under the same circumstances and then try to do it. bbox=[311, 1248, 534, 1400]
article-paragraph: The following report of President Casey of St. Ann's Young Men's Society, which that efficient and enthusiastic officer presented at the annual meeting, held the other day, is well worthy of a careful perusal. It runs as follows:-- bbox=[80, 286, 303, 344]
column-1 bbox=[80, 164, 303, 1196]
section-divider bbox=[80, 1202, 534, 1203]
table-cell: $15,076,841 bbox=[1426, 1237, 1473, 1248]
table-cell: Agricultural products bbox=[1249, 1337, 1330, 1349]
next-page-line: tinue west beyond bbox=[1527, 463, 1597, 474]
next-page-line: limit is the city li bbox=[1527, 510, 1593, 521]
article-paragraph: While the society has striven to improve its members in intellectual and physical culture, the spiritual scene has not been forgotten. The members approached Holy Communion in a body on Jan. 2nd, and again at the close of the annual retreat, March 24th. The month of May found them again at the Holy Table. The Fete Dieu procession was well attended, and on June 17th a general communion was made for the repose of the souls of deceased members. bbox=[311, 295, 534, 400]
next-page-line: ward. Above Sherb bbox=[1527, 439, 1601, 450]
next-page-line: no plan to wear those bbox=[1527, 1250, 1610, 1261]
next-page-line: Holy Scapular Societ bbox=[1527, 1050, 1609, 1061]
praiseworthy-act-text-2: There is to be no Tombola this year, but the proceeds of these two concerts, amounting to about one thousand dollars, will, thanks to the Cadets and those in whose charge they are, supply the treasury of the poor. bbox=[1249, 615, 1473, 661]
next-page-line: his affairs, by hours bbox=[1527, 1367, 1604, 1379]
table-cell: Total bbox=[1249, 1237, 1268, 1248]
table-cell: $ 56,936,189 bbox=[1423, 997, 1473, 1008]
next-page-line: Masses at 5.30, 6 and bbox=[1527, 991, 1610, 1003]
article-paragraph: The meeting considered the present standing of the Catholic newspaper of the West, the "Northwest Review," and an energetic committee was appointed to further the interests of that publication.--Extracts from the report of the "Free Press." bbox=[1015, 282, 1238, 341]
signature: MICHAEL CASEY, bbox=[451, 827, 530, 839]
next-page-line: last as far as Grant; bbox=[1527, 498, 1601, 509]
table-cell: Dutiable goods bbox=[1249, 1214, 1306, 1226]
table-cell: Dutiable goods bbox=[1249, 997, 1306, 1008]
next-page-line: HOURS OF SE bbox=[1527, 862, 1589, 873]
next-page-line: are there Catholic bbox=[1527, 1544, 1596, 1555]
table-cell: 16,385,584 bbox=[1430, 1109, 1473, 1119]
table-row bbox=[1249, 1131, 1473, 1142]
article-paragraph: Looking at what has been done on the whole, we have much to feel proud of. This is a strong assertion to make at the beginning of my remarks, but the good work done by the various sections on whom we have always relied, and who for the past eighteen years sustained the honor of our society, and won for it enviable reputation, justifies the assertion. bbox=[80, 405, 303, 487]
table-cell: Fisheries bbox=[1249, 1075, 1283, 1086]
table-cell: Free goods bbox=[1249, 1226, 1291, 1237]
column-rule bbox=[306, 164, 307, 1201]
article-paragraph: The various entertainments given this year by the Dramatic and Choral Sections, or under the auspices of the society, were all fairly successful. The first entertainment "Stereopticon Views," given Jan. 23rd, was satisfactory, and the comedy-drama given in February, though not up to our expectation, was by no means a failure. On February 19th the Dramatic and Choral Sect ons played to a full house and sustained their time honored reputation. But it was on St. Patrick's Day the entertainment that our society proved to all comers, that notwithstanding all that may be said to the contrary, St. Ann's Y. M. S is the society of Montreal. The veterans of many a well played drama seemed that day to eclipse their ancient splendor, and the youngsters who took part vied with their seniors for the fairest laurels. It would be unfair to pass here unnoticed the excellent work done that day by the chairman of the Dramatic Section, and by our esteemed musical director, Mr. P. J. Shea. Though never wanting, the latter on this occasion seemed superior to all others. His happy selections lent charm to the "Pride of Killarney," even beyond the author's conceptions or the artist's representation. The entertainment was a marked success from an artistic point of view; financially its net proceeds stand second to none. bbox=[80, 488, 303, 770]
table-cell: 3,080,526 bbox=[1435, 1337, 1473, 1349]
next-page-line: lish, belong to St. Pa bbox=[1527, 650, 1607, 662]
table-row bbox=[1249, 1064, 1473, 1075]
obituary-guerin: MRS. EDMUND GUERIN.--The death of Mrs. Edmund Guerin, wife of Mr. Edmund Guerin, advocate of this city, at the early age of thirty-six years, will be read with sincere regret by many of our readers who formed her acquaintance during the five years of her residence in this city when in the fulness of health and enthusiasm she took part in many undertakings for the benefit of our Catholic and Irish national societies. Deceased had been in poor health for a long period. She was a woman of culture and refinement, with a heart full of sympathy for those in distress. The "True Witness" offers the bereaved husband its most sincere sympathy in his great loss.--R.I.P. bbox=[1249, 687, 1473, 840]
next-page-line: duty, filled with bbox=[1527, 1379, 1589, 1391]
table-cell: $2,451,316 bbox=[1430, 1293, 1473, 1304]
table-cell: 19,225 bbox=[1447, 1131, 1473, 1142]
table-row bbox=[1249, 1282, 1473, 1293]
table-row bbox=[1249, 1371, 1473, 1383]
praiseworthy-act-text: On the nights of Dec. 30th and Jan. 2nd, St. Ann's Cadets held two entertainments in aid of the poor of St. Ann's parish. The hall was crowded to the doors on both evenings, and the late-comers fought, in vain, for standing room. bbox=[1249, 555, 1473, 613]
table-cell: $113,568,760 bbox=[1421, 1142, 1473, 1153]
table-cell: Manufactures bbox=[1249, 1349, 1301, 1360]
next-page-line: Present, and the Present bbox=[1527, 1426, 1619, 1438]
table-cell: Total bbox=[1249, 1019, 1268, 1030]
next-page-line: that lived so much fo bbox=[1527, 1485, 1609, 1496]
table-row bbox=[1249, 1075, 1473, 1086]
article-paragraph: "For me the present contains a large possibility of happiness for the frugal, honest poor, and the future holds hope for none. Neither rich nor poor can be happy--happiness can only be found in Bethlehem. The Christ is the only way. He says, 'Come,' and in Him alone is there peace." bbox=[1249, 294, 1473, 364]
next-page-line: Patrick's parish exte bbox=[1527, 392, 1605, 403]
table-row bbox=[1249, 1293, 1473, 1304]
next-page-line: WHO ARE PARIS bbox=[1527, 615, 1600, 626]
next-page-text bbox=[1527, 380, 1648, 1579]
box-title: St. Ann's Young Men. bbox=[105, 177, 277, 251]
table-row bbox=[1249, 986, 1473, 997]
table-row bbox=[1249, 1053, 1473, 1064]
table-cell: Exports (domestic produce only)-- bbox=[1249, 1053, 1379, 1063]
next-page-line: Low Masses, at 6, 7 bbox=[1527, 886, 1604, 897]
next-page-line: It has been alwa bbox=[1527, 1085, 1590, 1096]
table-row bbox=[1249, 1086, 1473, 1097]
table-cell: Minerals bbox=[1249, 1064, 1283, 1075]
